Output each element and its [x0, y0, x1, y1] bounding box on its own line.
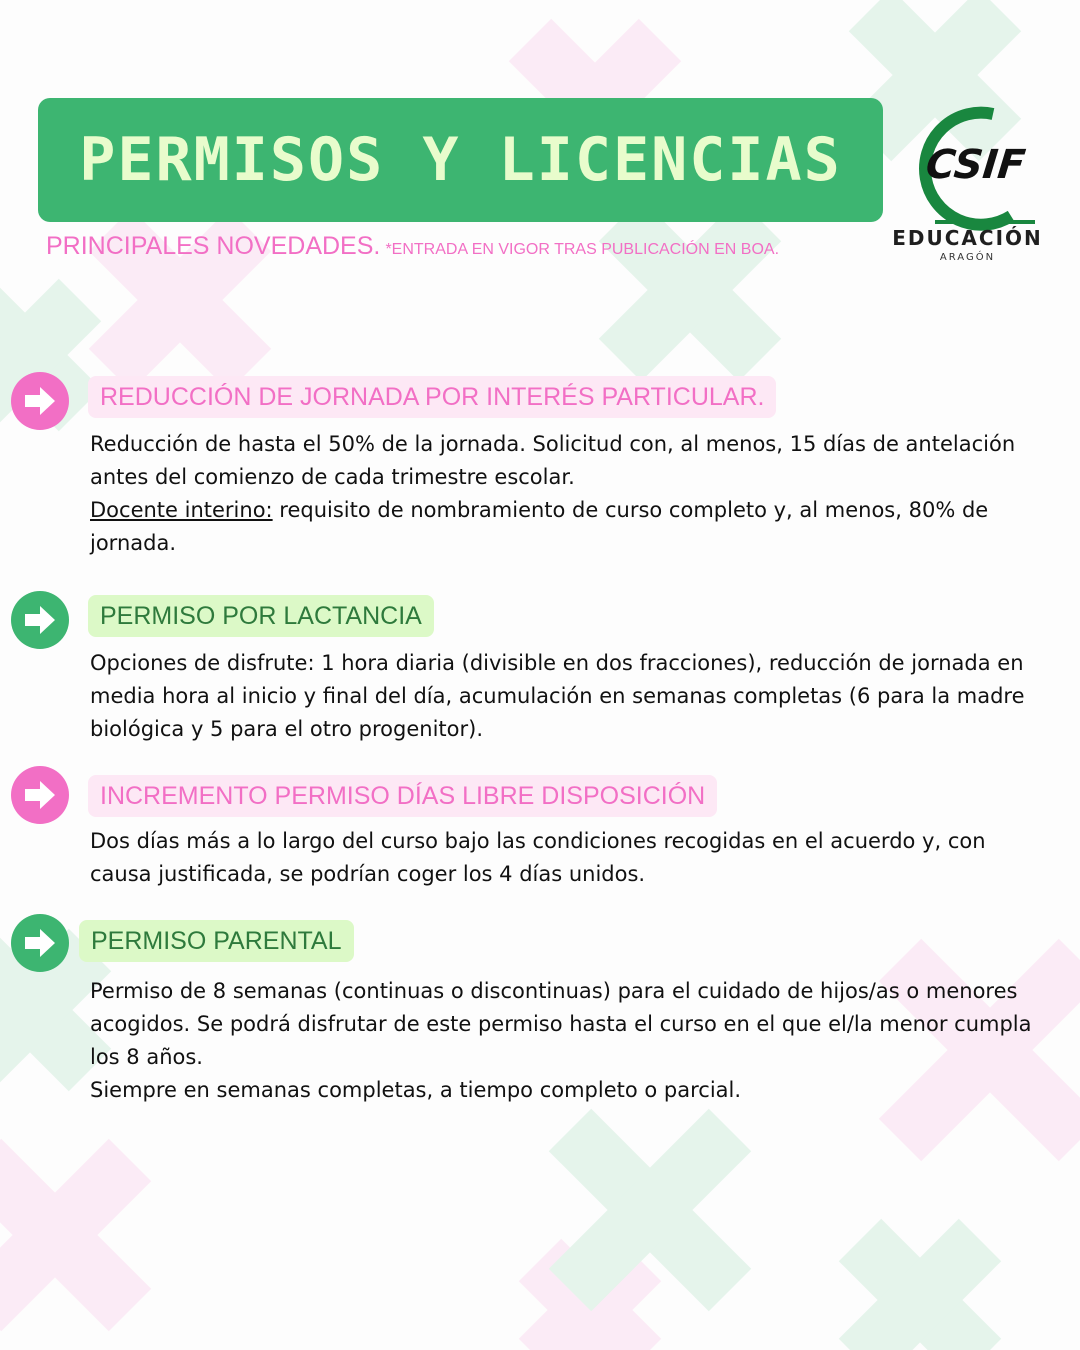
logo-line-aragon: ARAGÓN — [939, 252, 996, 263]
section-body-reduccion — [90, 428, 1035, 560]
subtitle — [46, 232, 779, 261]
section-heading-lactancia: PERMISO POR LACTANCIA — [88, 595, 434, 637]
section-paragraph: Dos días más a lo largo del curso bajo las condiciones recogidas en el acuerdo y, con causa justificada, se podrían coger los 4 días unidos. — [90, 829, 986, 886]
section-paragraph: Opciones de disfrute: 1 hora diaria (divisible en dos fracciones), reducción de jornada en media hora al inicio y final del día, acumulación en semanas completas (6 para la madre biológica y 5 para el otro progenitor). — [90, 651, 1025, 741]
subtitle-main: PRINCIPALES NOVEDADES. — [46, 232, 381, 260]
section-paragraph: Permiso de 8 semanas (continuas o discontinuas) para el cuidado de hijos/as o menores acogidos. Se podrá disfrutar de este permiso hasta el curso en el que el/la menor cumpla los 8 años. — [90, 979, 1032, 1069]
section-paragraph: Siempre en semanas completas, a tiempo completo o parcial. — [90, 1078, 742, 1102]
section-paragraph-continuation: requisito de nombramiento de curso completo y, al menos, 80% de jornada. — [90, 498, 989, 555]
section-paragraph: Reducción de hasta el 50% de la jornada. Solicitud con, al menos, 15 días de antelación antes del comienzo de cada trimestre escolar. — [90, 432, 1016, 489]
logo-line-educacion: EDUCACIÓN — [892, 226, 1043, 250]
section-body-dias-libre-disposicion — [90, 825, 1035, 891]
section-heading-parental: PERMISO PARENTAL — [79, 920, 354, 962]
section-paragraph — [90, 494, 1035, 560]
section-heading-dias-libre-disposicion: INCREMENTO PERMISO DÍAS LIBRE DISPOSICIÓN — [88, 775, 717, 817]
arrow-right-icon — [11, 372, 69, 430]
title-banner — [38, 98, 883, 222]
arrow-right-icon — [11, 766, 69, 824]
section-body-lactancia — [90, 647, 1035, 746]
underlined-label: Docente interino: — [90, 498, 273, 522]
logo-caption — [890, 226, 1045, 263]
section-heading-reduccion: REDUCCIÓN DE JORNADA POR INTERÉS PARTICULAR. — [88, 376, 776, 418]
arrow-right-icon — [11, 914, 69, 972]
arrow-right-icon — [11, 591, 69, 649]
page-title: PERMISOS Y LICENCIAS — [79, 125, 842, 195]
svg-text:CSIF: CSIF — [923, 142, 1028, 188]
section-body-parental — [90, 975, 1035, 1107]
subtitle-note: *ENTRADA EN VIGOR TRAS PUBLICACIÓN EN BOA. — [385, 241, 780, 258]
